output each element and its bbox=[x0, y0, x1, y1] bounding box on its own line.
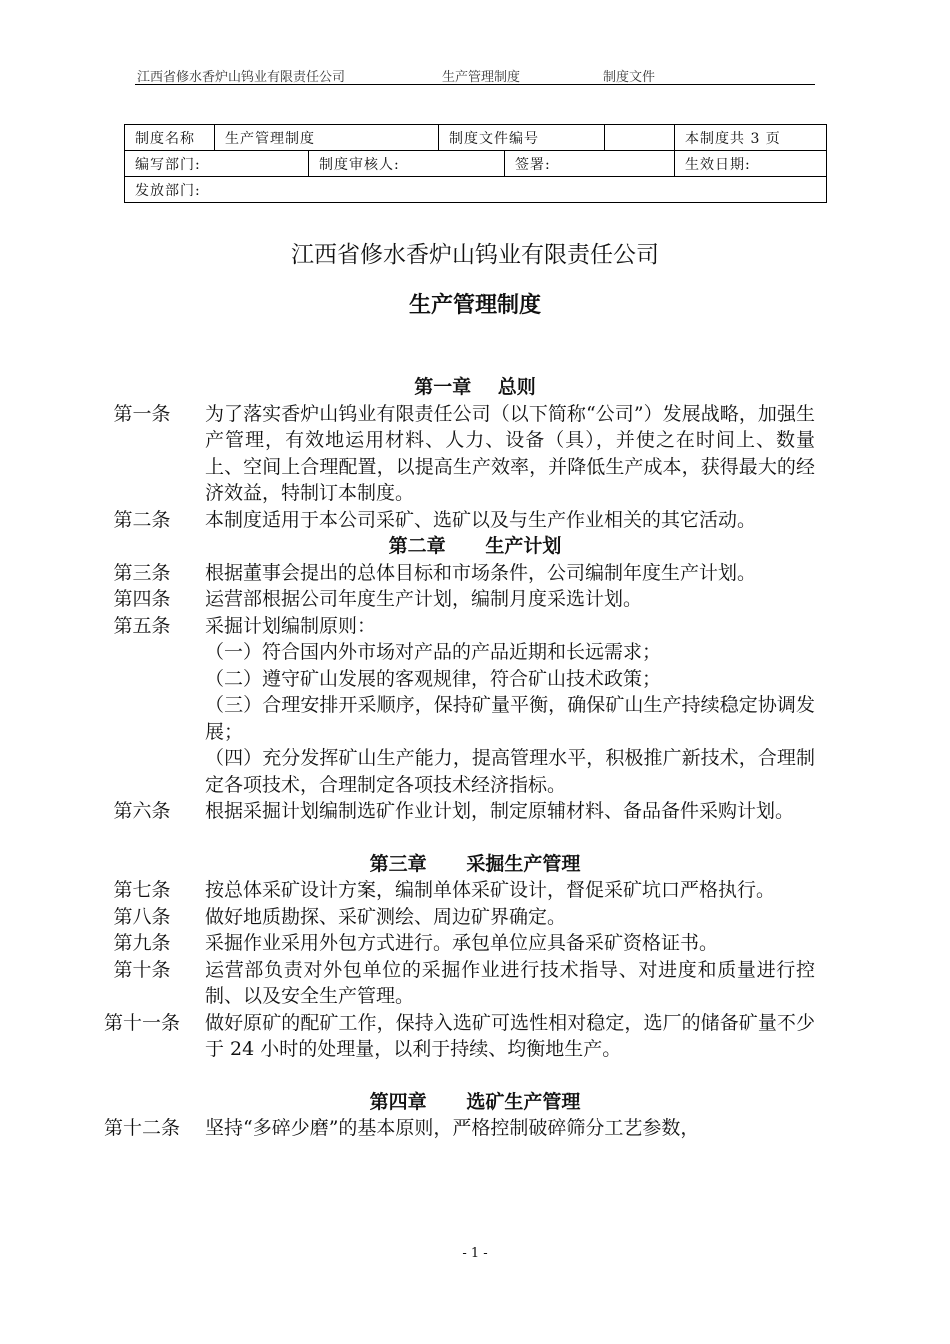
info-cell: 生产管理制度 bbox=[215, 125, 439, 151]
article bbox=[0, 613, 815, 640]
info-cell: 发放部门: bbox=[125, 177, 827, 203]
chapter-heading: 第三章 采掘生产管理 bbox=[369, 852, 581, 875]
header-doc-type: 制度文件 bbox=[603, 70, 656, 85]
article-text: 根据采掘计划编制选矿作业计划，制定原辅材料、备品备件采购计划。 bbox=[205, 800, 795, 822]
info-cell: 制度名称 bbox=[125, 125, 215, 151]
article-text: 做好原矿的配矿工作，保持入选矿可选性相对稳定，选厂的储备矿量不少于 24 小时的处理量，以利于持续、均衡地生产。 bbox=[205, 1011, 815, 1060]
article bbox=[0, 586, 815, 613]
header-system-name: 生产管理制度 bbox=[442, 70, 521, 85]
article-text: 做好地质勘探、采矿测绘、周边矿界确定。 bbox=[205, 905, 567, 928]
article-label: 第十二条 bbox=[103, 1117, 180, 1139]
principle-item: （一）符合国内外市场对产品的产品近期和长远需求； bbox=[205, 641, 662, 663]
article-label: 第九条 bbox=[113, 932, 171, 954]
chapter-heading: 第二章 生产计划 bbox=[388, 535, 562, 557]
article-text: 根据董事会提出的总体目标和市场条件，公司编制年度生产计划。 bbox=[205, 561, 757, 584]
article bbox=[0, 560, 815, 587]
article bbox=[0, 904, 815, 931]
article-label: 第十一条 bbox=[103, 1011, 180, 1034]
article-text: 本制度适用于本公司采矿、选矿以及与生产作业相关的其它活动。 bbox=[205, 508, 757, 531]
document-title: 生产管理制度 bbox=[408, 293, 541, 318]
article-label: 第四条 bbox=[113, 588, 171, 610]
article-text: 运营部根据公司年度生产计划，编制月度采选计划。 bbox=[205, 588, 643, 610]
article-label: 第一条 bbox=[113, 402, 171, 425]
info-row bbox=[125, 151, 827, 177]
running-header bbox=[135, 66, 815, 85]
article-text: 运营部负责对外包单位的采掘作业进行技术指导、对进度和质量进行控制、以及安全生产管理。 bbox=[205, 958, 815, 1007]
header-company: 江西省修水香炉山钨业有限责任公司 bbox=[137, 70, 346, 85]
info-cell: 本制度共 3 页 bbox=[675, 125, 827, 151]
article-label: 第八条 bbox=[113, 905, 171, 928]
article-label: 第七条 bbox=[113, 879, 171, 901]
article bbox=[0, 957, 815, 1010]
info-cell: 制度审核人: bbox=[309, 151, 505, 177]
article-label: 第十条 bbox=[113, 958, 171, 981]
info-row bbox=[125, 125, 827, 151]
principle-item: （四）充分发挥矿山生产能力，提高管理水平，积极推广新技术，合理制定各项技术，合理制定各项技术经济指标。 bbox=[205, 747, 815, 796]
document-body bbox=[0, 374, 950, 1142]
article-text: 为了落实香炉山钨业有限责任公司（以下简称“公司”）发展战略，加强生产管理，有效地运用材料、人力、设备（具），并使之在时间上、数量上、空间上合理配置，以提高生产效率，并降低生产成本，获得最大的经济效益，特制订本制度。 bbox=[205, 402, 815, 504]
chapter-heading: 第一章 总则 bbox=[414, 376, 536, 398]
article-text: 采掘作业采用外包方式进行。承包单位应具备采矿资格证书。 bbox=[205, 932, 719, 954]
company-title: 江西省修水香炉山钨业有限责任公司 bbox=[291, 242, 659, 268]
principle-item: （三）合理安排开采顺序，保持矿量平衡，确保矿山生产持续稳定协调发展； bbox=[205, 694, 815, 743]
article-text: 采掘计划编制原则： bbox=[205, 614, 377, 637]
info-cell bbox=[605, 125, 675, 151]
article-label: 第五条 bbox=[113, 614, 171, 637]
info-cell: 制度文件编号 bbox=[439, 125, 605, 151]
article bbox=[0, 507, 815, 534]
article-label: 第二条 bbox=[113, 508, 171, 531]
info-cell: 编写部门: bbox=[125, 151, 309, 177]
article bbox=[0, 930, 815, 957]
page-number: - 1 - bbox=[462, 1246, 488, 1261]
article-text: 按总体采矿设计方案，编制单体采矿设计，督促采矿坑口严格执行。 bbox=[205, 879, 776, 901]
chapter-heading: 第四章 选矿生产管理 bbox=[369, 1090, 581, 1113]
article bbox=[0, 1010, 815, 1063]
article-label: 第三条 bbox=[113, 561, 171, 584]
principle-item: （二）遵守矿山发展的客观规律，符合矿山技术政策； bbox=[205, 667, 662, 690]
info-cell: 签署: bbox=[505, 151, 675, 177]
article bbox=[0, 401, 815, 507]
article bbox=[0, 1115, 815, 1142]
article-label: 第六条 bbox=[113, 800, 171, 822]
info-cell: 生效日期: bbox=[675, 151, 827, 177]
info-table bbox=[124, 124, 827, 203]
article bbox=[0, 798, 815, 825]
article bbox=[0, 877, 815, 904]
info-row bbox=[125, 177, 827, 203]
article-text: 坚持“多碎少磨”的基本原则，严格控制破碎筛分工艺参数， bbox=[205, 1117, 700, 1139]
